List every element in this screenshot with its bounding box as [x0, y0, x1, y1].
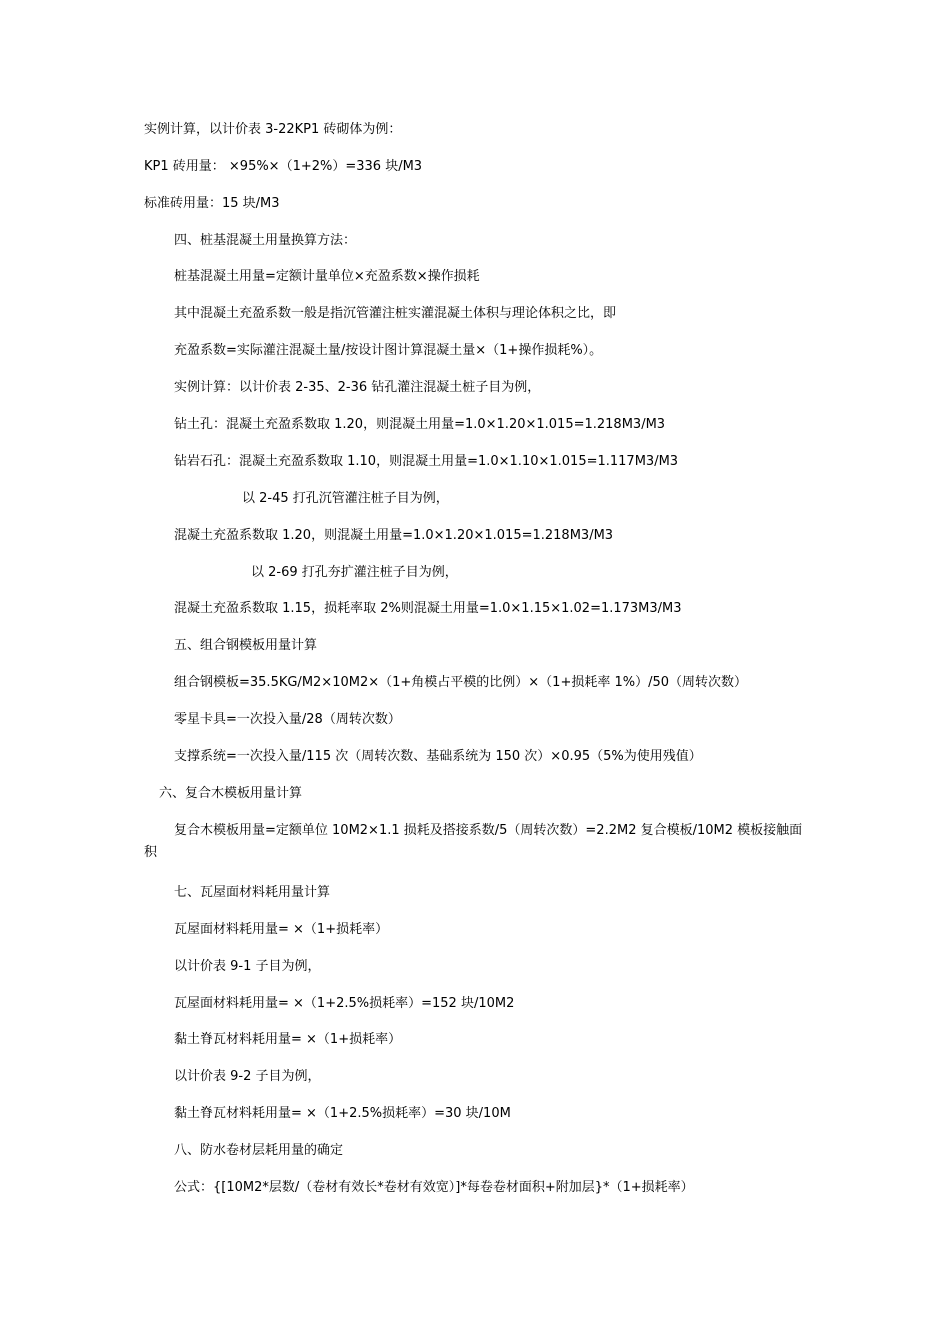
text-line-7: 充盈系数=实际灌注混凝土量/按设计图计算混凝土量×（1+操作损耗%）。 — [174, 343, 603, 358]
text-line-9: 钻土孔：混凝土充盈系数取 1.20，则混凝土用量=1.0×1.20×1.015=1.218M3/M3 — [174, 417, 666, 432]
text-line-24: 瓦屋面材料耗用量= ×（1+2.5%损耗率）=152 块/10M2 — [174, 996, 515, 1011]
text-line-26: 以计价表 9-2 子目为例， — [174, 1069, 321, 1084]
section-heading-8: 八、防水卷材层耗用量的确定 — [174, 1143, 344, 1158]
text-line-27: 黏土脊瓦材料耗用量= ×（1+2.5%损耗率）=30 块/10M — [174, 1106, 511, 1121]
text-line-25: 黏土脊瓦材料耗用量= ×（1+损耗率） — [174, 1032, 402, 1047]
text-line-3: 标准砖用量：15 块/M3 — [144, 196, 280, 211]
section-heading-5: 五、组合钢模板用量计算 — [174, 638, 318, 653]
text-line-12: 混凝土充盈系数取 1.20，则混凝土用量=1.0×1.20×1.015=1.218M3/M3 — [174, 528, 614, 543]
text-paragraph-20: 复合木模板用量=定额单位 10M2×1.1 损耗及搭接系数/5（周转次数）=2.2M2 复合模板/10M2 模板接触面积 — [144, 823, 803, 860]
section-heading-4: 四、桩基混凝土用量换算方法： — [174, 233, 357, 248]
text-line-2: KP1 砖用量： ×95%×（1+2%）=336 块/M3 — [144, 159, 423, 174]
text-line-16: 组合钢模板=35.5KG/M2×10M2×（1+角模占平模的比例）×（1+损耗率 1%）/50（周转次数） — [174, 675, 748, 690]
text-line-18: 支撑系统=一次投入量/115 次（周转次数、基础系统为 150 次）×0.95（5%为使用残值） — [174, 749, 702, 764]
text-line-23: 以计价表 9-1 子目为例， — [174, 959, 321, 974]
text-line-29: 公式：{[10M2*层数/（卷材有效长*卷材有效宽）]*每卷卷材面积+附加层}*（1+损耗率） — [174, 1180, 694, 1195]
text-line-22: 瓦屋面材料耗用量= ×（1+损耗率） — [174, 922, 389, 937]
text-line-14: 混凝土充盈系数取 1.15，损耗率取 2%则混凝土用量=1.0×1.15×1.02=1.173M3/M3 — [174, 601, 682, 616]
section-heading-6: 六、复合木模板用量计算 — [159, 786, 303, 801]
text-line-5: 桩基混凝土用量=定额计量单位×充盈系数×操作损耗 — [174, 269, 480, 284]
text-line-6: 其中混凝土充盈系数一般是指沉管灌注桩实灌混凝土体积与理论体积之比，即 — [174, 306, 617, 321]
text-line-11: 以 2-45 打孔沉管灌注桩子目为例， — [242, 491, 449, 506]
text-line-17: 零星卡具=一次投入量/28（周转次数） — [174, 712, 401, 727]
text-line-13: 以 2-69 打孔夯扩灌注桩子目为例， — [251, 565, 458, 580]
text-line-10: 钻岩石孔：混凝土充盈系数取 1.10，则混凝土用量=1.0×1.10×1.015=1.117M3/M3 — [174, 454, 679, 469]
text-line-1: 实例计算，以计价表 3-22KP1 砖砌体为例： — [144, 122, 402, 137]
text-line-8: 实例计算：以计价表 2-35、2-36 钻孔灌注混凝土桩子目为例， — [174, 380, 541, 395]
section-heading-7: 七、瓦屋面材料耗用量计算 — [174, 885, 331, 900]
